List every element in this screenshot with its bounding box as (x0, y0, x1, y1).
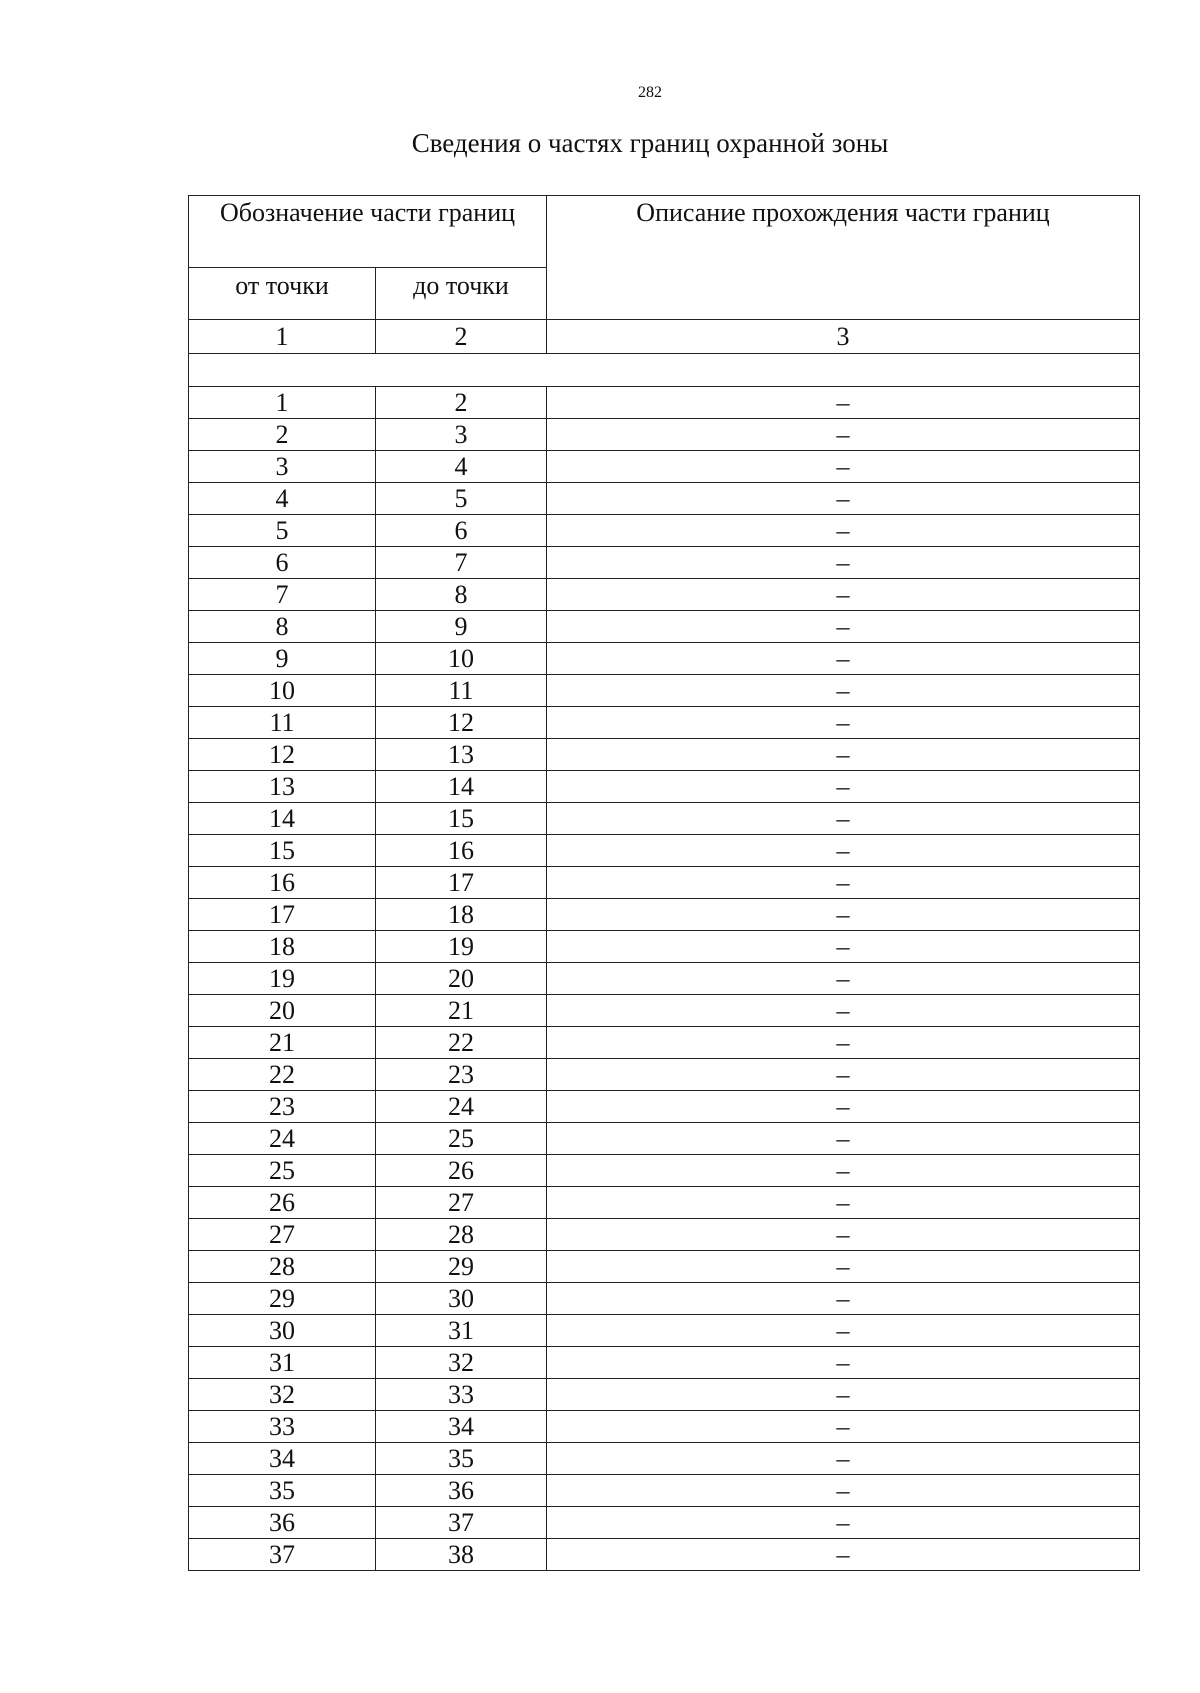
to-point-cell: 21 (376, 995, 547, 1027)
to-point-cell: 6 (376, 515, 547, 547)
description-cell: – (547, 579, 1140, 611)
column-number-row (189, 320, 1140, 354)
description-cell: – (547, 611, 1140, 643)
table-row (189, 963, 1140, 995)
from-point-cell: 7 (189, 579, 376, 611)
to-point-cell: 29 (376, 1251, 547, 1283)
to-point-cell: 28 (376, 1219, 547, 1251)
from-point-cell: 33 (189, 1411, 376, 1443)
table-row (189, 1411, 1140, 1443)
description-cell: – (547, 1059, 1140, 1091)
description-cell: – (547, 1091, 1140, 1123)
to-point-cell: 9 (376, 611, 547, 643)
to-point-cell: 20 (376, 963, 547, 995)
empty-cell (189, 354, 1140, 387)
from-point-cell: 24 (189, 1123, 376, 1155)
from-point-cell: 18 (189, 931, 376, 963)
page-title: Сведения о частях границ охранной зоны (411, 128, 889, 158)
from-point-cell: 36 (189, 1507, 376, 1539)
table-row (189, 1507, 1140, 1539)
from-point-cell: 31 (189, 1347, 376, 1379)
description-cell: – (547, 1347, 1140, 1379)
from-point-cell: 3 (189, 451, 376, 483)
description-cell: – (547, 1379, 1140, 1411)
to-point-cell: 26 (376, 1155, 547, 1187)
column-number: 1 (189, 320, 376, 354)
to-point-cell: 11 (376, 675, 547, 707)
from-point-cell: 6 (189, 547, 376, 579)
description-cell: – (547, 803, 1140, 835)
to-point-cell: 27 (376, 1187, 547, 1219)
table-row (189, 1187, 1140, 1219)
page-number: 282 (638, 84, 662, 101)
to-point-cell: 5 (376, 483, 547, 515)
from-point-cell: 26 (189, 1187, 376, 1219)
from-point-cell: 27 (189, 1219, 376, 1251)
to-point-cell: 14 (376, 771, 547, 803)
description-cell: – (547, 1219, 1140, 1251)
to-point-cell: 25 (376, 1123, 547, 1155)
from-point-cell: 32 (189, 1379, 376, 1411)
table-row (189, 1347, 1140, 1379)
from-point-cell: 30 (189, 1315, 376, 1347)
from-point-cell: 15 (189, 835, 376, 867)
from-point-cell: 22 (189, 1059, 376, 1091)
table-row (189, 1123, 1140, 1155)
table-row (189, 803, 1140, 835)
empty-row (189, 354, 1140, 387)
table-row (189, 931, 1140, 963)
to-point-cell: 3 (376, 419, 547, 451)
description-cell: – (547, 1027, 1140, 1059)
from-point-cell: 13 (189, 771, 376, 803)
to-point-cell: 23 (376, 1059, 547, 1091)
to-point-cell: 19 (376, 931, 547, 963)
to-point-cell: 36 (376, 1475, 547, 1507)
boundary-parts-table-wrapper (188, 195, 1140, 1571)
description-cell: – (547, 451, 1140, 483)
description-cell: – (547, 931, 1140, 963)
description-cell: – (547, 707, 1140, 739)
table-row (189, 1251, 1140, 1283)
description-cell: – (547, 547, 1140, 579)
table-row (189, 579, 1140, 611)
description-cell: – (547, 899, 1140, 931)
table-row (189, 867, 1140, 899)
table-row (189, 1475, 1140, 1507)
from-point-cell: 8 (189, 611, 376, 643)
from-point-cell: 21 (189, 1027, 376, 1059)
description-cell: – (547, 867, 1140, 899)
description-cell: – (547, 483, 1140, 515)
table-row (189, 739, 1140, 771)
table-row (189, 483, 1140, 515)
header-row (189, 196, 1140, 268)
description-cell: – (547, 1315, 1140, 1347)
table-row (189, 835, 1140, 867)
from-point-cell: 16 (189, 867, 376, 899)
header-boundary-part-designation: Обозначение части границ (189, 196, 547, 268)
table-row (189, 1379, 1140, 1411)
from-point-cell: 20 (189, 995, 376, 1027)
from-point-cell: 23 (189, 1091, 376, 1123)
from-point-cell: 35 (189, 1475, 376, 1507)
column-number: 3 (547, 320, 1140, 354)
from-point-cell: 11 (189, 707, 376, 739)
table-row (189, 451, 1140, 483)
from-point-cell: 12 (189, 739, 376, 771)
description-cell: – (547, 387, 1140, 419)
to-point-cell: 37 (376, 1507, 547, 1539)
header-to-point: до точки (376, 268, 547, 320)
to-point-cell: 15 (376, 803, 547, 835)
table-row (189, 1315, 1140, 1347)
description-cell: – (547, 1507, 1140, 1539)
description-cell: – (547, 739, 1140, 771)
description-cell: – (547, 1155, 1140, 1187)
from-point-cell: 14 (189, 803, 376, 835)
to-point-cell: 8 (376, 579, 547, 611)
description-cell: – (547, 515, 1140, 547)
table-row (189, 419, 1140, 451)
to-point-cell: 4 (376, 451, 547, 483)
header-from-point: от точки (189, 268, 376, 320)
table-row (189, 1283, 1140, 1315)
table-row (189, 515, 1140, 547)
description-cell: – (547, 1443, 1140, 1475)
table-row (189, 1219, 1140, 1251)
boundary-parts-table (188, 195, 1140, 1571)
from-point-cell: 1 (189, 387, 376, 419)
description-cell: – (547, 1283, 1140, 1315)
from-point-cell: 9 (189, 643, 376, 675)
table-row (189, 387, 1140, 419)
table-row (189, 611, 1140, 643)
from-point-cell: 34 (189, 1443, 376, 1475)
description-cell: – (547, 1475, 1140, 1507)
from-point-cell: 4 (189, 483, 376, 515)
to-point-cell: 22 (376, 1027, 547, 1059)
table-body (189, 387, 1140, 1571)
from-point-cell: 25 (189, 1155, 376, 1187)
description-cell: – (547, 963, 1140, 995)
from-point-cell: 2 (189, 419, 376, 451)
description-cell: – (547, 1539, 1140, 1571)
description-cell: – (547, 771, 1140, 803)
from-point-cell: 29 (189, 1283, 376, 1315)
to-point-cell: 2 (376, 387, 547, 419)
table-row (189, 1059, 1140, 1091)
column-number: 2 (376, 320, 547, 354)
table-row (189, 1027, 1140, 1059)
table-row (189, 995, 1140, 1027)
table-row (189, 1155, 1140, 1187)
table-row (189, 707, 1140, 739)
to-point-cell: 17 (376, 867, 547, 899)
to-point-cell: 13 (376, 739, 547, 771)
description-cell: – (547, 675, 1140, 707)
from-point-cell: 10 (189, 675, 376, 707)
table-row (189, 1091, 1140, 1123)
to-point-cell: 31 (376, 1315, 547, 1347)
from-point-cell: 37 (189, 1539, 376, 1571)
table-row (189, 547, 1140, 579)
to-point-cell: 18 (376, 899, 547, 931)
to-point-cell: 10 (376, 643, 547, 675)
to-point-cell: 32 (376, 1347, 547, 1379)
to-point-cell: 30 (376, 1283, 547, 1315)
header-description: Описание прохождения части границ (547, 196, 1140, 320)
description-cell: – (547, 1411, 1140, 1443)
to-point-cell: 34 (376, 1411, 547, 1443)
description-cell: – (547, 995, 1140, 1027)
table-row (189, 771, 1140, 803)
description-cell: – (547, 1123, 1140, 1155)
table-row (189, 899, 1140, 931)
table-row (189, 643, 1140, 675)
to-point-cell: 12 (376, 707, 547, 739)
from-point-cell: 28 (189, 1251, 376, 1283)
description-cell: – (547, 1187, 1140, 1219)
description-cell: – (547, 1251, 1140, 1283)
table-row (189, 1539, 1140, 1571)
from-point-cell: 19 (189, 963, 376, 995)
from-point-cell: 5 (189, 515, 376, 547)
to-point-cell: 16 (376, 835, 547, 867)
description-cell: – (547, 419, 1140, 451)
to-point-cell: 24 (376, 1091, 547, 1123)
table-row (189, 1443, 1140, 1475)
to-point-cell: 7 (376, 547, 547, 579)
description-cell: – (547, 835, 1140, 867)
from-point-cell: 17 (189, 899, 376, 931)
table-row (189, 675, 1140, 707)
description-cell: – (547, 643, 1140, 675)
to-point-cell: 38 (376, 1539, 547, 1571)
to-point-cell: 35 (376, 1443, 547, 1475)
to-point-cell: 33 (376, 1379, 547, 1411)
